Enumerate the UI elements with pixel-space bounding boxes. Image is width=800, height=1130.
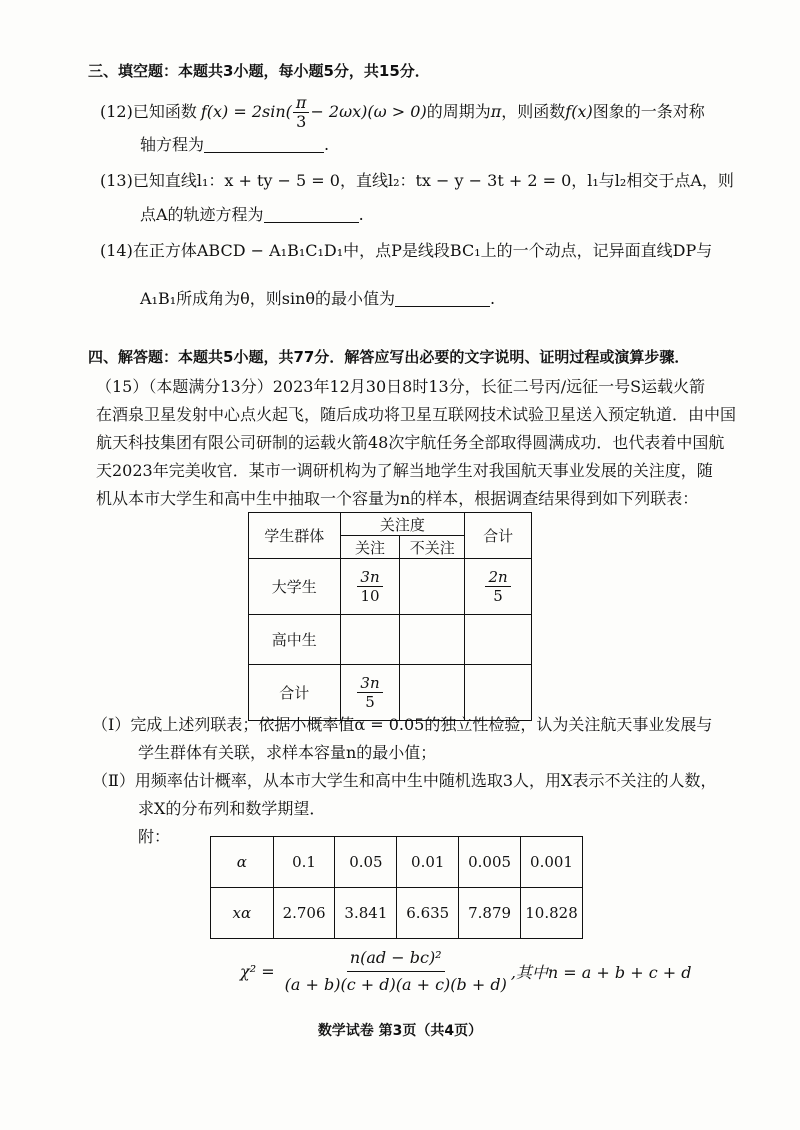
q15-line-5: 机从本市大学生和高中生中抽取一个容量为n的样本，根据调查结果得到如下列联表： — [96, 489, 699, 508]
q12-period: π — [490, 102, 502, 121]
x-alpha-label: xα — [211, 888, 274, 939]
header-attend: 关注 — [340, 536, 400, 559]
header-attention: 关注度 — [340, 513, 465, 536]
q13-text: 已知直线l₁：x + ty − 5 = 0，直线l₂：tx − y − 3t + 2 = 0，l₁与l₂相交于点A，则 — [132, 171, 734, 190]
q13-number: (13) — [100, 171, 133, 190]
x-alpha-value: 3.841 — [335, 888, 397, 939]
header-student-group: 学生群体 — [249, 513, 341, 559]
q13-answer-blank[interactable] — [264, 206, 359, 223]
row-total: 合计 — [249, 665, 341, 721]
alpha-value: 0.005 — [459, 837, 521, 888]
header-not-attend: 不关注 — [400, 536, 465, 559]
x-alpha-value: 10.828 — [521, 888, 583, 939]
q12-text-a: 已知函数 — [132, 102, 197, 121]
q15-line-3: 航天科技集团有限公司研制的运载火箭48次宇航任务全部取得圆满成功．也代表着中国航 — [96, 433, 725, 452]
row-highschool: 高中生 — [249, 615, 341, 665]
cell-total-not-attend — [400, 665, 465, 721]
part1-line2: 学生群体有关联，求样本容量n的最小值； — [138, 743, 437, 762]
q13-line2: 点A的轨迹方程为 . — [140, 205, 364, 224]
contingency-table — [248, 512, 532, 721]
page-footer: 数学试卷 第3页（共4页） — [317, 1023, 483, 1039]
q12-func: f(x) = 2sin( — [200, 102, 292, 121]
cell-total-attend: $\frac{3n}{5}$ — [340, 665, 400, 721]
cell-college-total: $\frac{2n}{5}$ — [465, 559, 532, 615]
q12-number: (12) — [100, 102, 133, 121]
q14-text: 在正方体ABCD − A₁B₁C₁D₁中，点P是线段BC₁上的一个动点，记异面直线DP与 — [132, 241, 713, 260]
row-college: 大学生 — [249, 559, 341, 615]
part1-line1: （Ⅰ）完成上述列联表；依据小概率值α = 0.05的独立性检验，认为关注航天事业发展与 — [92, 715, 713, 734]
q12-line2: 轴方程为 . — [140, 135, 330, 154]
q14-line2: A₁B₁所成角为θ，则sinθ的最小值为 . — [140, 289, 496, 308]
formula-lhs: χ² = — [240, 962, 275, 981]
q15-line-2: 在酒泉卫星发射中心点火起飞，随后成功将卫星互联网技术试验卫星送入预定轨道．由中国 — [96, 405, 737, 424]
q15-line-1: （15）（本题满分13分）2023年12月30日8时13分，长征二号丙/远征一号S运载火箭 — [96, 377, 706, 396]
formula-tail: ,其中n = a + b + c + d — [510, 963, 692, 982]
x-alpha-value: 2.706 — [273, 888, 335, 939]
chi-square-formula — [240, 945, 692, 998]
q12-func-tail: − 2ωx)(ω > 0) — [310, 102, 427, 121]
x-alpha-value: 7.879 — [459, 888, 521, 939]
q14-answer-blank[interactable] — [395, 290, 490, 307]
alpha-label: α — [211, 837, 274, 888]
alpha-value: 0.05 — [335, 837, 397, 888]
cell-college-attend: $\frac{3n}{10}$ — [340, 559, 400, 615]
q12-text-c: ，则函数 — [501, 102, 566, 121]
q12-pi-over-3: $\frac{\pi}{3}$ — [293, 94, 310, 131]
alpha-value: 0.001 — [521, 837, 583, 888]
formula-fraction: $\frac{\text{n(ad − bc)²}}{(a + b)(c + d)(a + c)(b + d)}$ — [282, 945, 510, 998]
critical-value-table — [210, 836, 583, 939]
cell-total-total — [465, 665, 532, 721]
q12-line1 — [100, 94, 705, 130]
alpha-value: 0.1 — [273, 837, 335, 888]
x-alpha-value: 6.635 — [397, 888, 459, 939]
appendix-label: 附： — [138, 827, 171, 846]
cell-hs-attend — [340, 615, 400, 665]
section4-heading: 四、解答题：本题共5小题，共77分．解答应写出必要的文字说明、证明过程或演算步骤． — [88, 348, 690, 366]
part2-line1: （Ⅱ）用频率估计概率，从本市大学生和高中生中随机选取3人，用X表示不关注的人数， — [92, 771, 717, 790]
q15-line-4: 天2023年完美收官．某市一调研机构为了解当地学生对我国航天事业发展的关注度，随 — [96, 461, 713, 480]
q12-answer-blank[interactable] — [204, 136, 324, 153]
q13-line1 — [100, 170, 734, 192]
q12-text-d: 图象的一条对称 — [592, 102, 705, 121]
q12-fx: f(x) — [565, 102, 593, 121]
q14-line1 — [100, 240, 712, 262]
cell-college-not-attend — [400, 559, 465, 615]
q14-number: (14) — [100, 241, 133, 260]
cell-hs-not-attend — [400, 615, 465, 665]
cell-hs-total — [465, 615, 532, 665]
q12-text-b: 的周期为 — [426, 102, 491, 121]
alpha-value: 0.01 — [397, 837, 459, 888]
section3-heading: 三、填空题：本题共3小题，每小题5分，共15分． — [88, 62, 430, 80]
header-total: 合计 — [465, 513, 532, 559]
part2-line2: 求X的分布列和数学期望． — [138, 799, 326, 818]
